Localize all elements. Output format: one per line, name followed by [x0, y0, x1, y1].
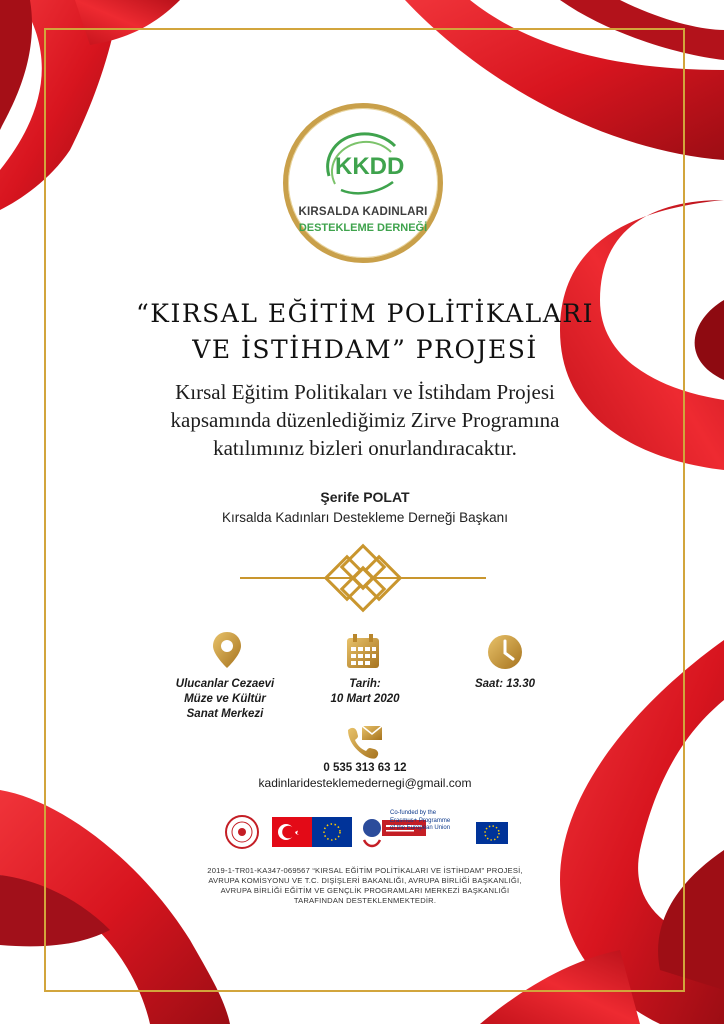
gold-knot-ornament: [240, 540, 486, 620]
location-line1: Ulucanlar Cezaevi: [175, 678, 275, 690]
invitation-text: [90, 378, 640, 462]
date-label: Tarih:: [349, 678, 381, 690]
kkdd-logo-mark: [315, 130, 411, 196]
invitation-line3: katılımınız bizleri onurlandıracaktır.: [213, 436, 517, 460]
event-date: [300, 677, 430, 707]
logo-name-line2: DESTEKLEME DERNEĞİ: [298, 222, 428, 234]
sponsor-logos: [224, 812, 524, 852]
erasmus-caption: [390, 810, 472, 833]
phone-envelope-icon: [344, 724, 384, 760]
logo-name-line1: KIRSALDA KADINLARI: [298, 206, 428, 218]
signer-name: Şerife POLAT: [320, 489, 410, 505]
invitation-line2: kapsamında düzenlediğimiz Zirve Programına: [170, 408, 560, 432]
signer-role: Kırsalda Kadınları Destekleme Derneği Başkanı: [222, 510, 508, 525]
date-value: 10 Mart 2020: [330, 693, 400, 705]
clock-icon: [486, 632, 524, 672]
mfa-seal-logo: [226, 816, 258, 848]
erasmus-line2: Erasmus+ Programme: [390, 817, 451, 824]
email-address: kadinlaridesteklemedernegi@gmail.com: [258, 776, 472, 790]
erasmus-line1: Co-funded by the: [390, 810, 437, 816]
logo-mark-text: KKDD: [335, 153, 405, 180]
phone-number: 0 535 313 63 12: [323, 762, 407, 774]
footer-line4: TARAFINDAN DESTEKLENMEKTEDİR.: [293, 896, 437, 905]
title-line2: VE İSTİHDAM” PROJESİ: [192, 335, 538, 364]
event-time: [440, 677, 570, 692]
location-pin-icon: [208, 630, 246, 670]
project-title: [80, 296, 650, 368]
calendar-icon: [344, 632, 382, 672]
funding-footer: [150, 866, 580, 906]
location-line2: Müze ve Kültür: [184, 693, 266, 705]
location-line3: Sanat Merkezi: [186, 708, 264, 720]
event-location: [160, 677, 290, 722]
invitation-line1: Kırsal Eğitim Politikaları ve İstihdam Projesi: [175, 380, 555, 404]
footer-line2: AVRUPA KOMİSYONU VE T.C. DIŞİŞLERİ BAKANLIĞI, AVRUPA BİRLİĞİ BAŞKANLIĞI,: [208, 876, 522, 885]
turkey-eu-flag-logo: [272, 817, 352, 847]
footer-line3: AVRUPA BİRLİĞİ EĞİTİM VE GENÇLİK PROGRAMLARI MERKEZİ BAŞKANLIĞI: [220, 886, 510, 895]
association-logo: [283, 103, 443, 263]
erasmus-line3: of the European Union: [390, 825, 451, 832]
title-line1: “KIRSAL EĞİTİM POLİTİKALARI: [136, 299, 594, 328]
eu-flag-logo: [476, 822, 508, 844]
footer-line1: 2019-1-TR01-KA347-069567 “KIRSAL EĞİTİM POLİTİKALARI VE İSTİHDAM” PROJESİ,: [207, 866, 523, 875]
time-value: Saat: 13.30: [474, 678, 536, 690]
